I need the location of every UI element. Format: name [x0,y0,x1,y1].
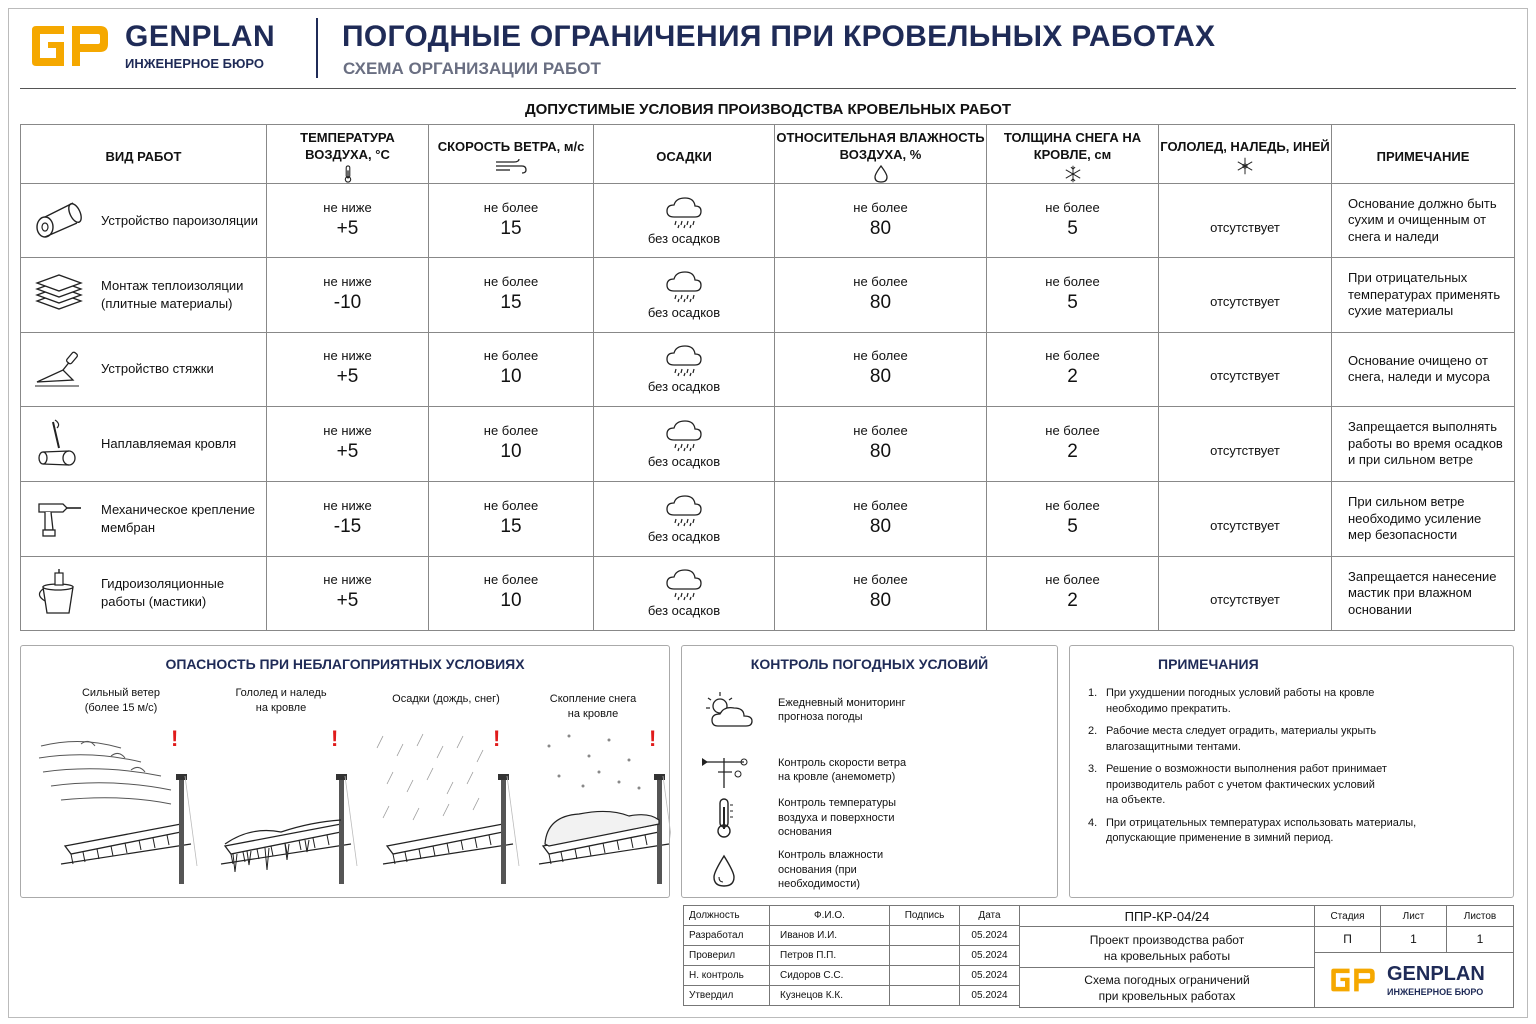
cell-ice: отсутствует [1159,258,1332,332]
cell-precip: без осадков [594,406,775,482]
stamp-row [684,966,1020,986]
cell-humidity: не более 80 [775,406,987,482]
notes-panel [1069,645,1514,898]
conditions-table [20,124,1515,631]
stamp-header: Должность [684,906,770,926]
table-row [21,556,1515,630]
sheet-description: Схема погодных ограничений при кровельных работах [1019,968,1315,1008]
stamp-row [684,986,1020,1006]
temp-value: +5 [336,366,359,388]
anemometer-icon [700,750,750,790]
cell-work [21,406,267,482]
title-block-info [1019,905,1514,1008]
snow-value: 5 [1067,516,1078,538]
cell-precip: без осадков [594,184,775,258]
cell-note: Основание должно быть сухим и очищенным от снега и наледи [1332,184,1515,258]
notes-list [1088,686,1508,854]
col-header-wind: СКОРОСТЬ ВЕТРА, м/с [429,125,594,184]
svg-text:!: ! [331,726,339,751]
col-header-precip: ОСАДКИ [594,125,775,184]
note-item: 3. Решение о возможности выполнения работ принимает производитель работ с учетом фактических условий на объекте. [1088,763,1387,806]
wind-icon [494,157,528,175]
stamp-header: Ф.И.О. [770,906,890,926]
col-header-ice: ГОЛОЛЕД, НАЛЕДЬ, ИНЕЙ [1159,125,1332,184]
document-code: ППР-КР-04/24 [1019,905,1315,927]
cell-precip: без осадков [594,258,775,332]
temp-value: +5 [336,441,359,463]
stage-label: Стадия [1315,905,1381,927]
cloud-rain-icon [664,269,704,303]
cell-humidity: не более 80 [775,184,987,258]
cloud-rain-icon [664,493,704,527]
work-label: Механическое крепление мембран [101,502,256,536]
humidity-value: 80 [869,516,892,538]
danger-illustrations [21,716,671,896]
header-separator [316,18,318,78]
stage-value: П [1315,927,1381,953]
cell-note: Основание очищено от снега, наледи и мусора [1332,332,1515,406]
cell-wind: не более 15 [429,258,594,332]
danger-caption-ice: Гололед и наледь на кровле [235,687,327,714]
genplan-logo-icon [28,22,112,70]
note-item: 2. Рабочие места следует оградить, материалы укрыть влагозащитными тентами. [1088,725,1377,753]
note-item: 1. При ухудшении погодных условий работы на кровле необходимо прекратить. [1088,687,1375,715]
table-row [21,332,1515,406]
stamp-brand: GENPLAN [1387,963,1485,985]
cell-snow: не более 5 [987,258,1159,332]
table-title: ДОПУСТИМЫЕ УСЛОВИЯ ПРОИЗВОДСТВА КРОВЕЛЬНЫХ РАБОТ [524,101,1012,118]
snow-value: 5 [1067,217,1078,239]
stamp-role: Разработал [684,926,770,946]
rain-hazard-icon [377,726,519,884]
danger-caption-wind: Сильный ветер (более 15 м/с) [81,687,161,714]
sheet-label: Лист [1381,905,1447,927]
cell-temp: не ниже -10 [267,258,429,332]
stamp-brand-sub: ИНЖЕНЕРНОЕ БЮРО [1387,987,1484,997]
table-row [21,406,1515,482]
wind-hazard-icon [39,726,197,884]
work-label: Наплавляемая кровля [101,436,237,452]
ice-hazard-icon [221,726,357,884]
snow-value: 2 [1067,366,1078,388]
cell-humidity: не более 80 [775,258,987,332]
cell-work [21,556,267,630]
roll-icon [33,197,101,244]
cell-wind: не более 10 [429,332,594,406]
work-label: Устройство стяжки [101,361,214,377]
stamp-role: Н. контроль [684,966,770,986]
stamp-name: Сидоров С.С. [770,966,890,986]
cell-ice: отсутствует [1159,482,1332,556]
cell-work [21,184,267,258]
cell-temp: не ниже +5 [267,406,429,482]
col-header-temp: ТЕМПЕРАТУРА ВОЗДУХА, °С [267,125,429,184]
cell-wind: не более 10 [429,406,594,482]
cell-wind: не более 10 [429,556,594,630]
stamp-date: 05.2024 [960,966,1020,986]
title-block-signatures [683,905,1020,1006]
cell-ice: отсутствует [1159,332,1332,406]
control-panel [681,645,1058,898]
note-item: 4. При отрицательных температурах использовать материалы, допускающие применение в зимний период. [1088,816,1417,844]
control-item-humidity: Контроль влажности основания (при необходимости) [700,848,883,892]
table-row [21,258,1515,332]
cell-note: Запрещается нанесение мастик при влажном основании [1332,556,1515,630]
snow-hazard-icon [539,726,671,884]
cell-temp: не ниже -15 [267,482,429,556]
wind-value: 15 [500,217,522,239]
trowel-icon [33,346,101,393]
stamp-signature [890,966,960,986]
cloud-rain-icon [664,195,704,229]
stamp-signature [890,986,960,1006]
cell-snow: не более 5 [987,184,1159,258]
cell-work [21,332,267,406]
thermometer-icon [342,165,354,183]
stamp-logo-block [1315,953,1514,1008]
stamp-header: Дата [960,906,1020,926]
stamp-row [684,926,1020,946]
stamp-row [684,946,1020,966]
stamp-name: Кузнецов К.К. [770,986,890,1006]
cloud-rain-icon [664,567,704,601]
col-header-work: ВИД РАБОТ [21,125,267,184]
torch-roll-icon [33,418,101,471]
control-item-temperature: Контроль температуры воздуха и поверхности основания [700,796,896,840]
cell-humidity: не более 80 [775,332,987,406]
cell-note: При отрицательных температурах применять сухие материалы [1332,258,1515,332]
temp-value: -15 [333,516,362,538]
page-subtitle: СХЕМА ОРГАНИЗАЦИИ РАБОТ [343,59,601,78]
wind-value: 15 [500,516,522,538]
humidity-value: 80 [869,291,892,313]
cell-snow: не более 2 [987,332,1159,406]
droplet-icon [874,165,888,183]
drill-icon [33,496,101,543]
sheet-value: 1 [1381,927,1447,953]
sun-cloud-icon [700,688,756,732]
cell-precip: без осадков [594,482,775,556]
wind-value: 15 [500,291,522,313]
cell-note: При сильном ветре необходимо усиление мер безопасности [1332,482,1515,556]
snow-value: 5 [1067,291,1078,313]
wind-value: 10 [500,366,522,388]
danger-panel-title: ОПАСНОСТЬ ПРИ НЕБЛАГОПРИЯТНЫХ УСЛОВИЯХ [165,656,525,672]
stamp-date: 05.2024 [960,946,1020,966]
humidity-value: 80 [869,441,892,463]
notes-panel-title: ПРИМЕЧАНИЯ [1158,656,1259,672]
stamp-name: Иванов И.И. [770,926,890,946]
cell-work [21,482,267,556]
cell-snow: не более 2 [987,556,1159,630]
cell-snow: не более 2 [987,406,1159,482]
temp-value: +5 [336,217,359,239]
cell-temp: не ниже +5 [267,556,429,630]
work-label: Устройство пароизоляции [101,212,258,228]
project-description: Проект производства работ на кровельных работы [1019,927,1315,968]
stamp-date: 05.2024 [960,926,1020,946]
cell-wind: не более 15 [429,184,594,258]
ice-icon [1232,157,1258,175]
col-header-humidity: ОТНОСИТЕЛЬНАЯ ВЛАЖНОСТЬ ВОЗДУХА, % [775,125,987,184]
thermometer-icon [700,797,750,839]
danger-caption-snow: Скопление снега на кровле [549,693,637,720]
stamp-date: 05.2024 [960,986,1020,1006]
svg-text:!: ! [171,726,179,751]
svg-text:!: ! [493,726,501,751]
stamp-header: Подпись [890,906,960,926]
sheets-label: Листов [1447,905,1514,927]
brand-subtitle: ИНЖЕНЕРНОЕ БЮРО [125,56,265,71]
wind-value: 10 [500,441,522,463]
work-label: Монтаж теплоизоляции (плитные материалы) [101,277,244,311]
control-item-forecast: Ежедневный мониторинг прогноза погоды [700,688,906,732]
cell-ice: отсутствует [1159,184,1332,258]
col-header-note: ПРИМЕЧАНИЕ [1332,125,1515,184]
svg-text:!: ! [649,726,657,751]
cell-temp: не ниже +5 [267,184,429,258]
humidity-value: 80 [869,366,892,388]
stamp-role: Проверил [684,946,770,966]
cloud-rain-icon [664,343,704,377]
droplet-icon [700,850,750,890]
cell-wind: не более 15 [429,482,594,556]
snow-value: 2 [1067,590,1078,612]
control-panel-title: КОНТРОЛЬ ПОГОДНЫХ УСЛОВИЙ [750,656,989,672]
humidity-value: 80 [869,217,892,239]
cloud-rain-icon [664,418,704,452]
danger-caption-precip: Осадки (дождь, снег) [392,693,500,705]
stamp-signature [890,926,960,946]
col-header-snow: ТОЛЩИНА СНЕГА НА КРОВЛЕ, см [987,125,1159,184]
cell-precip: без осадков [594,556,775,630]
control-item-anemometer: Контроль скорости ветра на кровле (анемометр) [700,750,906,790]
stamp-signature [890,946,960,966]
cell-temp: не ниже +5 [267,332,429,406]
cell-ice: отсутствует [1159,556,1332,630]
cell-ice: отсутствует [1159,406,1332,482]
page-title: ПОГОДНЫЕ ОГРАНИЧЕНИЯ ПРИ КРОВЕЛЬНЫХ РАБОТАХ [342,20,1216,53]
cell-humidity: не более 80 [775,482,987,556]
cell-note: Запрещается выполнять работы во время осадков и при сильном ветре [1332,406,1515,482]
cell-humidity: не более 80 [775,556,987,630]
temp-value: -10 [333,291,362,313]
brand-name: GENPLAN [125,20,276,53]
table-row [21,184,1515,258]
work-label: Гидроизоляционные работы (мастики) [101,576,225,610]
temp-value: +5 [336,590,359,612]
header-divider [20,88,1516,89]
stamp-name: Петров П.П. [770,946,890,966]
table-header-row [21,125,1515,184]
boards-icon [33,271,101,318]
snow-value: 2 [1067,441,1078,463]
cell-work [21,258,267,332]
cell-snow: не более 5 [987,482,1159,556]
snowflake-icon [1060,165,1086,183]
sheets-value: 1 [1447,927,1514,953]
danger-panel [20,645,670,898]
bucket-icon [33,569,101,618]
table-row [21,482,1515,556]
cell-precip: без осадков [594,332,775,406]
genplan-logo-icon [1329,966,1377,994]
stamp-role: Утвердил [684,986,770,1006]
wind-value: 10 [500,590,522,612]
stamp-header-row [684,906,1020,926]
humidity-value: 80 [869,590,892,612]
